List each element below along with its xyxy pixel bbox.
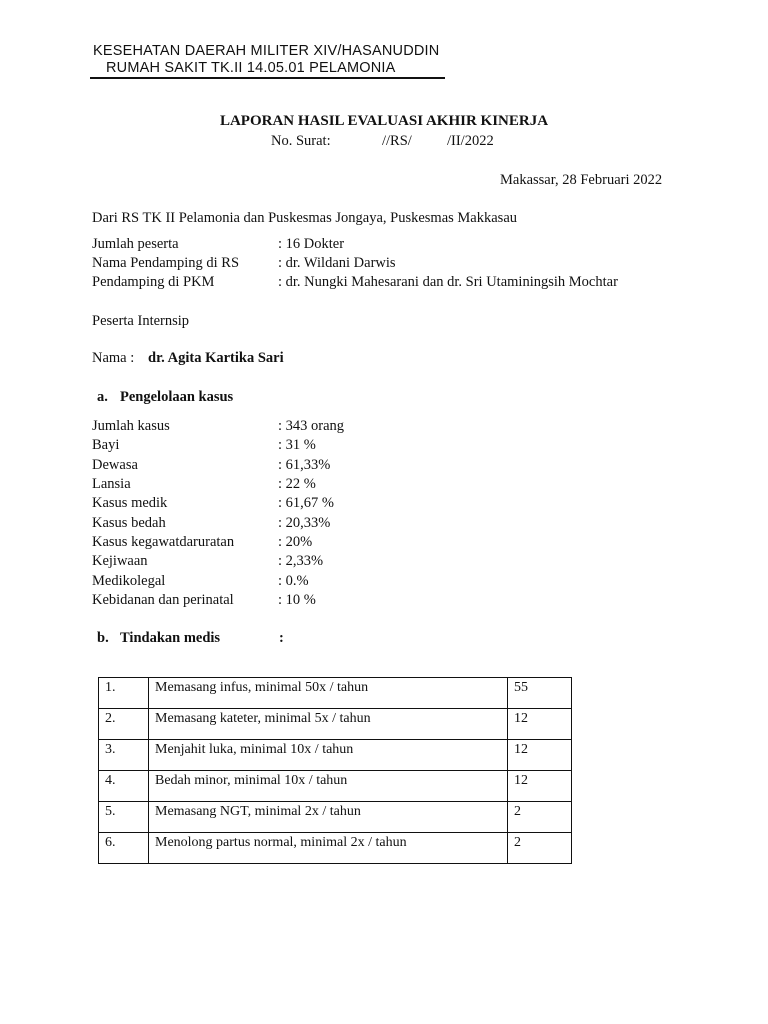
row-description: Menjahit luka, minimal 10x / tahun bbox=[149, 740, 508, 771]
row-number: 2. bbox=[99, 709, 149, 740]
from-line: Dari RS TK II Pelamonia dan Puskesmas Jongaya, Puskesmas Makkasau bbox=[92, 210, 518, 226]
case-label: Kasus kegawatdaruratan bbox=[92, 534, 235, 550]
case-value: : 20% bbox=[278, 534, 313, 550]
case-label: Jumlah kasus bbox=[92, 418, 170, 434]
case-label: Kebidanan dan perinatal bbox=[92, 592, 234, 608]
row-count: 55 bbox=[508, 678, 572, 709]
info-label: Pendamping di PKM bbox=[92, 274, 215, 290]
case-value: : 10 % bbox=[278, 592, 316, 608]
info-value: : dr. Nungki Mahesarani dan dr. Sri Utaminingsih Mochtar bbox=[278, 274, 618, 290]
no-surat-part-1: //RS/ bbox=[382, 133, 412, 149]
table-row bbox=[99, 833, 572, 864]
row-count: 2 bbox=[508, 833, 572, 864]
no-surat-label: No. Surat: bbox=[271, 133, 331, 149]
section-a-marker: a. bbox=[97, 389, 108, 405]
table-row bbox=[99, 802, 572, 833]
case-value: : 61,67 % bbox=[278, 495, 334, 511]
case-label: Kasus medik bbox=[92, 495, 168, 511]
table-row bbox=[99, 709, 572, 740]
case-value: : 343 orang bbox=[278, 418, 345, 434]
row-description: Menolong partus normal, minimal 2x / tahun bbox=[149, 833, 508, 864]
header-line-2: RUMAH SAKIT TK.II 14.05.01 PELAMONIA bbox=[106, 60, 396, 76]
table-row bbox=[99, 740, 572, 771]
nama-label: Nama : bbox=[92, 350, 135, 366]
row-number: 3. bbox=[99, 740, 149, 771]
row-number: 5. bbox=[99, 802, 149, 833]
header-line-1: KESEHATAN DAERAH MILITER XIV/HASANUDDIN bbox=[93, 43, 440, 59]
row-description: Memasang infus, minimal 50x / tahun bbox=[149, 678, 508, 709]
case-value: : 22 % bbox=[278, 476, 316, 492]
info-label: Nama Pendamping di RS bbox=[92, 255, 240, 271]
case-label: Dewasa bbox=[92, 457, 138, 473]
info-value: : 16 Dokter bbox=[278, 236, 345, 252]
place-date: Makassar, 28 Februari 2022 bbox=[500, 172, 663, 188]
nama-value: dr. Agita Kartika Sari bbox=[148, 350, 284, 366]
case-value: : 20,33% bbox=[278, 515, 331, 531]
no-surat-part-2: /II/2022 bbox=[447, 133, 494, 149]
case-label: Medikolegal bbox=[92, 573, 166, 589]
row-description: Memasang NGT, minimal 2x / tahun bbox=[149, 802, 508, 833]
section-a-title: Pengelolaan kasus bbox=[120, 389, 234, 405]
info-label: Jumlah peserta bbox=[92, 236, 179, 252]
row-count: 12 bbox=[508, 771, 572, 802]
table-row bbox=[99, 678, 572, 709]
row-description: Bedah minor, minimal 10x / tahun bbox=[149, 771, 508, 802]
section-b-title: Tindakan medis bbox=[120, 630, 221, 646]
case-value: : 61,33% bbox=[278, 457, 331, 473]
section-b-marker: b. bbox=[97, 630, 109, 646]
case-label: Bayi bbox=[92, 437, 120, 453]
row-number: 4. bbox=[99, 771, 149, 802]
case-value: : 0.% bbox=[278, 573, 309, 589]
row-number: 1. bbox=[99, 678, 149, 709]
case-label: Kasus bedah bbox=[92, 515, 166, 531]
case-label: Kejiwaan bbox=[92, 553, 148, 569]
case-value: : 2,33% bbox=[278, 553, 324, 569]
header-divider bbox=[90, 77, 445, 79]
table-row bbox=[99, 771, 572, 802]
info-value: : dr. Wildani Darwis bbox=[278, 255, 396, 271]
row-number: 6. bbox=[99, 833, 149, 864]
row-count: 12 bbox=[508, 709, 572, 740]
case-label: Lansia bbox=[92, 476, 131, 492]
tindakan-table bbox=[98, 677, 572, 864]
section-b-colon: : bbox=[279, 630, 284, 646]
row-count: 2 bbox=[508, 802, 572, 833]
document-title: LAPORAN HASIL EVALUASI AKHIR KINERJA bbox=[219, 113, 549, 129]
case-value: : 31 % bbox=[278, 437, 316, 453]
row-description: Memasang kateter, minimal 5x / tahun bbox=[149, 709, 508, 740]
row-count: 12 bbox=[508, 740, 572, 771]
peserta-label: Peserta Internsip bbox=[92, 313, 190, 329]
